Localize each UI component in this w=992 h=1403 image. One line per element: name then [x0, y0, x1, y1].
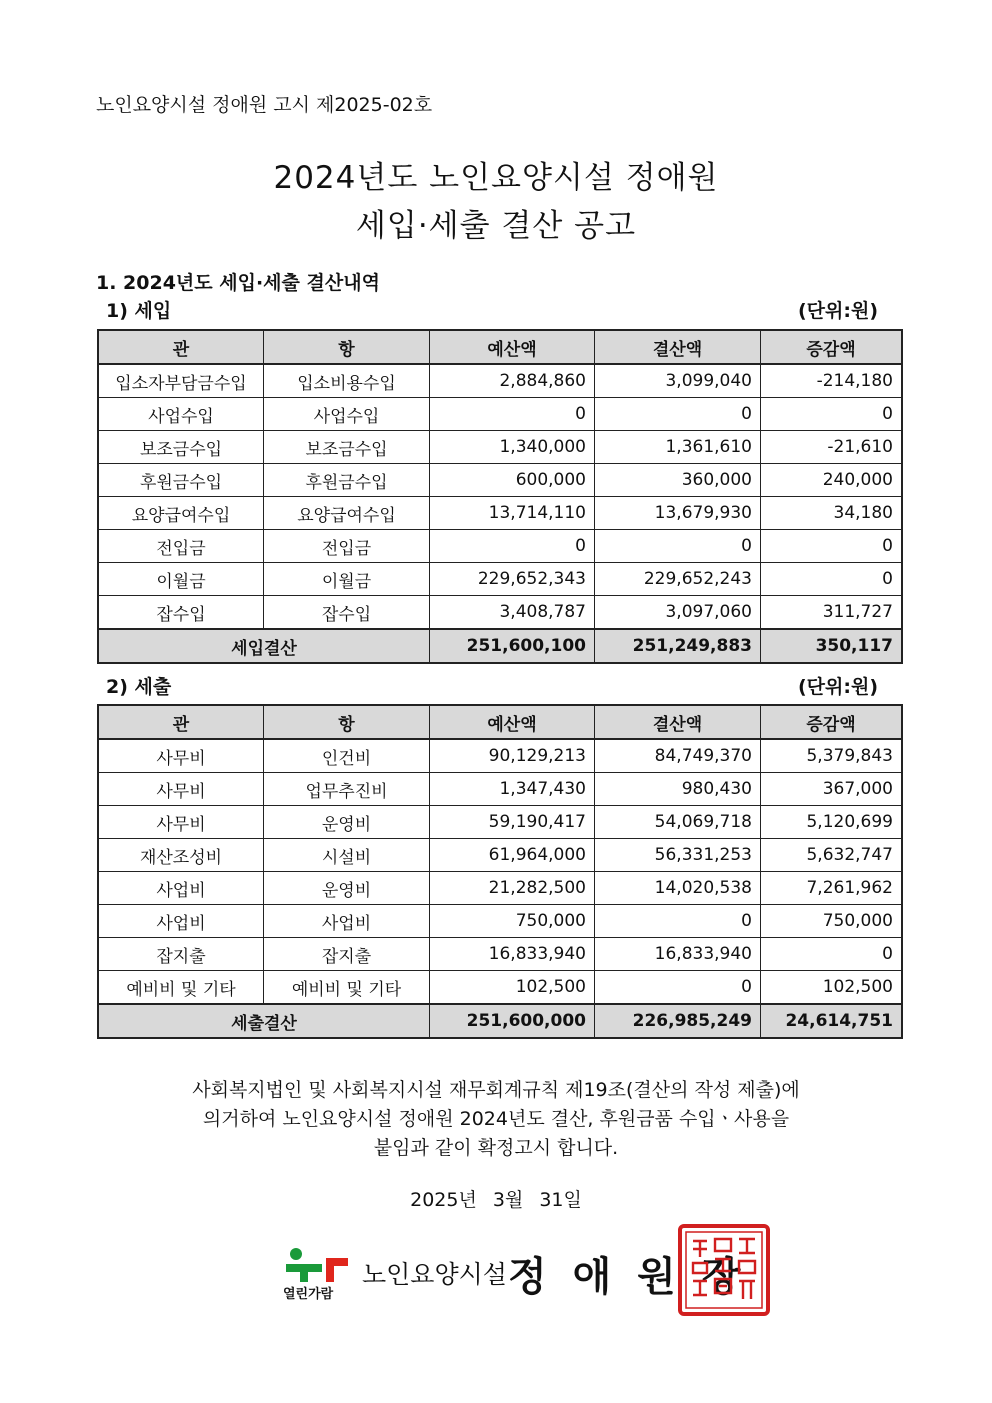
total-budget: 251,600,000 — [430, 1004, 595, 1038]
expense-total-row — [99, 1004, 902, 1038]
budget-cell: 1,347,430 — [430, 773, 595, 806]
expense-row — [99, 839, 902, 872]
col-header: 증감액 — [761, 331, 902, 365]
expense-row — [99, 773, 902, 806]
diff-cell: 311,727 — [761, 596, 902, 630]
diff-cell: 5,379,843 — [761, 739, 902, 773]
item-cell: 인건비 — [264, 739, 430, 773]
category-cell: 잡수입 — [99, 596, 264, 630]
notice-date: 2025년 3월 31일 — [410, 1189, 582, 1211]
settled-cell: 16,833,940 — [595, 938, 761, 971]
diff-cell: -214,180 — [761, 364, 902, 398]
official-seal-icon — [677, 1223, 771, 1317]
budget-cell: 102,500 — [430, 971, 595, 1005]
total-label: 세출결산 — [99, 1004, 430, 1038]
budget-cell: 1,340,000 — [430, 431, 595, 464]
expense-row — [99, 739, 902, 773]
col-header: 예산액 — [430, 331, 595, 365]
category-cell: 사업수입 — [99, 398, 264, 431]
col-header: 결산액 — [595, 331, 761, 365]
income-unit: (단위:원) — [797, 300, 878, 322]
settled-cell: 980,430 — [595, 773, 761, 806]
income-row — [99, 563, 902, 596]
closing-line: 의거하여 노인요양시설 정애원 2024년도 결산, 후원금품 수입ㆍ사용을 — [202, 1108, 790, 1130]
income-table — [98, 330, 902, 663]
settled-cell: 13,679,930 — [595, 497, 761, 530]
diff-cell: 0 — [761, 398, 902, 431]
diff-cell: 240,000 — [761, 464, 902, 497]
expense-heading: 2) 세출 — [106, 676, 172, 698]
closing-statement — [0, 1076, 992, 1163]
category-cell: 이월금 — [99, 563, 264, 596]
category-cell: 재산조성비 — [99, 839, 264, 872]
logo-red-mark — [326, 1258, 348, 1282]
item-cell: 운영비 — [264, 806, 430, 839]
col-header: 관 — [99, 331, 264, 365]
item-cell: 사업비 — [264, 905, 430, 938]
director-title: 정 애 원 장 — [508, 1254, 747, 1300]
item-cell: 이월금 — [264, 563, 430, 596]
col-header: 관 — [99, 706, 264, 740]
settled-cell: 54,069,718 — [595, 806, 761, 839]
budget-cell: 59,190,417 — [430, 806, 595, 839]
item-cell: 전입금 — [264, 530, 430, 563]
col-header: 예산액 — [430, 706, 595, 740]
item-cell: 잡지출 — [264, 938, 430, 971]
item-cell: 사업수입 — [264, 398, 430, 431]
settled-cell: 3,097,060 — [595, 596, 761, 630]
income-total-row — [99, 629, 902, 663]
diff-cell: 0 — [761, 938, 902, 971]
item-cell: 잡수입 — [264, 596, 430, 630]
category-cell: 사무비 — [99, 773, 264, 806]
closing-line: 사회복지법인 및 사회복지시설 재무회계규칙 제19조(결산의 작성 제출)에 — [192, 1079, 800, 1101]
income-row — [99, 431, 902, 464]
item-cell: 예비비 및 기타 — [264, 971, 430, 1005]
budget-cell: 3,408,787 — [430, 596, 595, 630]
expense-row — [99, 971, 902, 1005]
category-cell: 전입금 — [99, 530, 264, 563]
category-cell: 사업비 — [99, 872, 264, 905]
diff-cell: 102,500 — [761, 971, 902, 1005]
budget-cell: 229,652,343 — [430, 563, 595, 596]
category-cell: 입소자부담금수입 — [99, 364, 264, 398]
item-cell: 입소비용수입 — [264, 364, 430, 398]
notice-number: 노인요양시설 정애원 고시 제2025-02호 — [96, 94, 433, 116]
item-cell: 후원금수입 — [264, 464, 430, 497]
settled-cell: 0 — [595, 905, 761, 938]
settled-cell: 3,099,040 — [595, 364, 761, 398]
expense-header-row — [99, 706, 902, 740]
settled-cell: 0 — [595, 398, 761, 431]
budget-cell: 0 — [430, 530, 595, 563]
expense-row — [99, 806, 902, 839]
category-cell: 잡지출 — [99, 938, 264, 971]
budget-cell: 13,714,110 — [430, 497, 595, 530]
closing-line: 붙임과 같이 확정고시 합니다. — [373, 1137, 619, 1159]
settled-cell: 0 — [595, 530, 761, 563]
category-cell: 사업비 — [99, 905, 264, 938]
settled-cell: 360,000 — [595, 464, 761, 497]
expense-table — [98, 705, 902, 1038]
income-row — [99, 596, 902, 630]
diff-cell: 367,000 — [761, 773, 902, 806]
total-budget: 251,600,100 — [430, 629, 595, 663]
category-cell: 예비비 및 기타 — [99, 971, 264, 1005]
item-cell: 시설비 — [264, 839, 430, 872]
income-header-row — [99, 331, 902, 365]
item-cell: 업무추진비 — [264, 773, 430, 806]
category-cell: 사무비 — [99, 806, 264, 839]
total-diff: 24,614,751 — [761, 1004, 902, 1038]
diff-cell: 0 — [761, 563, 902, 596]
settled-cell: 1,361,610 — [595, 431, 761, 464]
budget-cell: 90,129,213 — [430, 739, 595, 773]
total-label: 세입결산 — [99, 629, 430, 663]
logo-green-mark — [286, 1264, 322, 1282]
settled-cell: 14,020,538 — [595, 872, 761, 905]
col-header: 항 — [264, 706, 430, 740]
budget-cell: 0 — [430, 398, 595, 431]
logo-text: 열린가람 — [283, 1287, 334, 1302]
budget-cell: 750,000 — [430, 905, 595, 938]
expense-row — [99, 872, 902, 905]
category-cell: 사무비 — [99, 739, 264, 773]
section-heading: 1. 2024년도 세입·세출 결산내역 — [96, 272, 380, 294]
income-heading: 1) 세입 — [106, 300, 172, 322]
total-diff: 350,117 — [761, 629, 902, 663]
total-settled: 251,249,883 — [595, 629, 761, 663]
org-type: 노인요양시설 — [362, 1260, 507, 1289]
title-line-2: 세입·세출 결산 공고 — [355, 208, 637, 244]
diff-cell: 5,120,699 — [761, 806, 902, 839]
settled-cell: 56,331,253 — [595, 839, 761, 872]
col-header: 항 — [264, 331, 430, 365]
diff-cell: -21,610 — [761, 431, 902, 464]
budget-cell: 21,282,500 — [430, 872, 595, 905]
diff-cell: 5,632,747 — [761, 839, 902, 872]
budget-cell: 16,833,940 — [430, 938, 595, 971]
category-cell: 보조금수입 — [99, 431, 264, 464]
category-cell: 요양급여수입 — [99, 497, 264, 530]
budget-cell: 61,964,000 — [430, 839, 595, 872]
income-row — [99, 398, 902, 431]
diff-cell: 750,000 — [761, 905, 902, 938]
income-row — [99, 464, 902, 497]
budget-cell: 2,884,860 — [430, 364, 595, 398]
diff-cell: 34,180 — [761, 497, 902, 530]
item-cell: 보조금수입 — [264, 431, 430, 464]
diff-cell: 0 — [761, 530, 902, 563]
settled-cell: 84,749,370 — [595, 739, 761, 773]
title-line-1: 2024년도 노인요양시설 정애원 — [273, 160, 719, 196]
item-cell: 운영비 — [264, 872, 430, 905]
col-header: 증감액 — [761, 706, 902, 740]
income-row — [99, 530, 902, 563]
expense-row — [99, 938, 902, 971]
category-cell: 후원금수입 — [99, 464, 264, 497]
expense-unit: (단위:원) — [797, 676, 878, 698]
item-cell: 요양급여수입 — [264, 497, 430, 530]
income-row — [99, 497, 902, 530]
logo-dot — [290, 1248, 302, 1260]
income-row — [99, 364, 902, 398]
settled-cell: 229,652,243 — [595, 563, 761, 596]
col-header: 결산액 — [595, 706, 761, 740]
expense-row — [99, 905, 902, 938]
diff-cell: 7,261,962 — [761, 872, 902, 905]
total-settled: 226,985,249 — [595, 1004, 761, 1038]
budget-cell: 600,000 — [430, 464, 595, 497]
settled-cell: 0 — [595, 971, 761, 1005]
